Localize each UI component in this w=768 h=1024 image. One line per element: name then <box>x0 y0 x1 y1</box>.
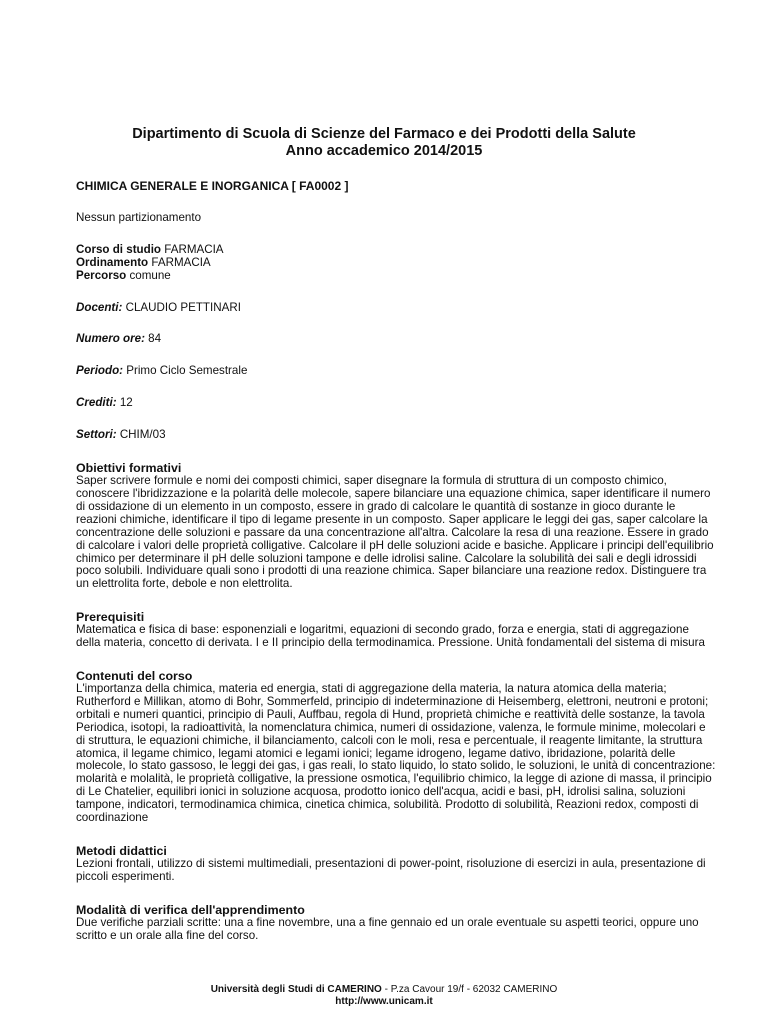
prerequisiti-section <box>76 610 716 650</box>
ordinamento-row <box>76 257 716 270</box>
university-url-text[interactable]: http://www.unicam.it <box>335 996 433 1007</box>
obiettivi-text: Saper scrivere formule e nomi dei composti chimici, saper disegnare la formula di struttura di un composto chimico, conoscere l'ibridizzazione e la polarità delle molecole, sapere bilanciare una equazione chimica, saper identificare il numero di ossidazione di un elemento in un composto, essere in grado di calcolare le quantità di sostanze in gioco durante le reazioni chimiche, identificare il tipo di legame presente in un composto. Saper applicare le leggi dei gas, saper calcolare la concentrazione delle soluzioni e passare da una concentrazione all'altra. Calcolare la resa di una reazione. Essere in grado di calcolare i valori delle proprietà colligative. Calcolare il pH delle soluzioni acide e basiche. Applicare i principi dell'equilibrio chimico per determinare il pH delle soluzioni tampone e delle idrolisi saline. Calcolare la solubilità dei sali e degli idrossidi poco solubili. Individuare quali sono i prodotti di una reazione chimica. Saper bilanciare una reazione redox. Distinguere tra un elettrolita forte, debole e non elettrolita. <box>76 474 714 591</box>
metodi-section <box>76 844 716 884</box>
crediti-label: Crediti: <box>76 396 117 410</box>
contenuti-section <box>76 669 716 825</box>
ore-row <box>76 333 716 346</box>
prerequisiti-text: Matematica e fisica di base: esponenziali e logaritmi, equazioni di secondo grado, forza e energia, stati di aggregazione della materia, concetto di derivata. I e II principio della termodinamica. Pressione. Unità fondamentali del sistema di misura <box>76 623 705 650</box>
footer-address-line <box>0 984 768 996</box>
corso-value: FARMACIA <box>164 242 224 256</box>
department-title: Dipartimento di Scuola di Scienze del Farmaco e dei Prodotti della Salute <box>132 126 636 142</box>
page-header <box>0 126 768 160</box>
university-name: Università degli Studi di CAMERINO <box>210 984 382 995</box>
metodi-text: Lezioni frontali, utilizzo di sistemi multimediali, presentazioni di power-point, risoluzione di esercizi in aula, presentazione di piccoli esperimenti. <box>76 857 706 883</box>
ordinamento-value: FARMACIA <box>151 255 211 269</box>
percorso-value: comune <box>129 268 171 282</box>
docenti-row <box>76 302 716 315</box>
course-content <box>76 180 716 962</box>
ore-label: Numero ore: <box>76 332 145 346</box>
academic-year: Anno accademico 2014/2015 <box>285 143 483 159</box>
ordinamento-label: Ordinamento <box>76 255 149 269</box>
university-address: - P.za Cavour 19/f - 62032 CAMERINO <box>381 984 558 995</box>
settori-value: CHIM/03 <box>119 428 166 442</box>
page-footer <box>0 984 768 1008</box>
verifica-section <box>76 903 716 943</box>
verifica-heading: Modalità di verifica dell'apprendimento <box>76 902 305 917</box>
verifica-text: Due verifiche parziali scritte: una a fine novembre, una a fine gennaio ed un orale eventuale su aspetti teorici, oppure uno scritto e un orale alla fine del corso. <box>76 915 699 942</box>
obiettivi-section <box>76 461 716 591</box>
docenti-value: CLAUDIO PETTINARI <box>125 300 241 314</box>
university-url[interactable] <box>0 996 768 1008</box>
settori-row <box>76 429 716 442</box>
settori-label: Settori: <box>76 428 117 442</box>
obiettivi-heading: Obiettivi formativi <box>76 461 182 476</box>
docenti-label: Docenti: <box>76 300 123 314</box>
contenuti-heading: Contenuti del corso <box>76 669 193 684</box>
prerequisiti-heading: Prerequisiti <box>76 610 145 625</box>
percorso-row <box>76 270 716 283</box>
periodo-value: Primo Ciclo Semestrale <box>126 364 248 378</box>
ore-value: 84 <box>148 332 162 346</box>
course-title: CHIMICA GENERALE E INORGANICA [ FA0002 ] <box>76 179 349 193</box>
percorso-label: Percorso <box>76 268 127 282</box>
metodi-heading: Metodi didattici <box>76 844 167 858</box>
crediti-row <box>76 397 716 410</box>
crediti-value: 12 <box>119 396 133 410</box>
partition-note: Nessun partizionamento <box>76 210 202 224</box>
periodo-row <box>76 365 716 378</box>
corso-label: Corso di studio <box>76 242 162 256</box>
study-info <box>76 244 716 283</box>
contenuti-text: L'importanza della chimica, materia ed energia, stati di aggregazione della materia, la natura atomica della materia; Rutherford e Millikan, atomo di Bohr, Sommerfeld, principio di indeterminazione di Heisemberg, elettroni, neutroni e protoni; orbitali e numeri quantici, principio di Pauli, Auffbau, regola di Hund, proprietà chimiche e reattività delle sostanze, la tavola Periodica, isotopi, la radioattività, la nomenclatura chimica, numeri di ossidazione, valenza, le formule minime, molecolari e di struttura, le equazioni chimiche, il bilanciamento, calcoli con le moli, resa e percentuale, il reagente limitante, la struttura atomica, il legame chimico, legami atomici e legami ionici; legame idrogeno, legame dativo, ibridazione, polarità delle molecole, lo stato gassoso, le leggi dei gas, i gas reali, lo stato liquido, lo stato solido, le soluzioni, le unità di concentrazione: molarità e molalità, le proprietà colligative, la pressione osmotica, l'equilibrio chimico, la legge di azione di massa, il principio di Le Chatelier, equilibri ionici in soluzione acquosa, prodotto ionico dell'acqua, acidi e basi, pH, idrolisi salina, soluzioni tampone, indicatori, termodinamica chimica, cinetica chimica, solubilità. Prodotto di solubilità, Reazioni redox, composti di coordinazione <box>76 682 716 825</box>
periodo-label: Periodo: <box>76 364 124 378</box>
